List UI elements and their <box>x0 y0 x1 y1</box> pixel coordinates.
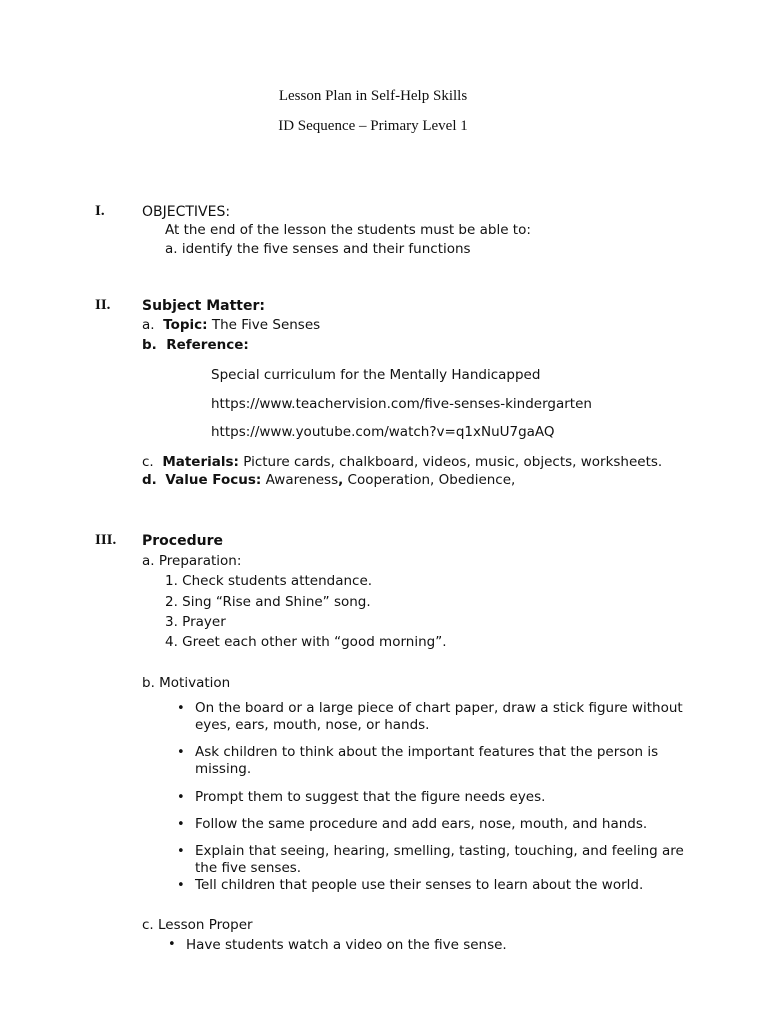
topic-line <box>142 317 320 333</box>
motivation-bullet: • Follow the same procedure and add ears, nose, mouth, and hands. <box>195 816 695 833</box>
value-focus-separator: , <box>338 472 344 488</box>
value-focus-value: Cooperation, Obedience, <box>343 472 516 488</box>
motivation-bullet: • Ask children to think about the important features that the person is missing. <box>195 744 695 778</box>
document-subtitle: ID Sequence – Primary Level 1 <box>278 118 468 134</box>
objective-item: a. identify the five senses and their functions <box>165 241 471 257</box>
preparation-item: 2. Sing “Rise and Shine” song. <box>165 594 371 610</box>
lesson-proper-label: c. Lesson Proper <box>142 917 253 933</box>
motivation-bullet: • Tell children that people use their senses to learn about the world. <box>195 877 695 894</box>
preparation-item: 1. Check students attendance. <box>165 573 373 589</box>
value-focus-value: Awareness <box>265 472 339 488</box>
motivation-bullet: • Prompt them to suggest that the figure needs eyes. <box>195 789 695 806</box>
materials-line <box>142 454 662 470</box>
topic-marker: a. <box>142 317 155 333</box>
materials-marker: c. <box>142 454 154 470</box>
materials-value: Picture cards, chalkboard, videos, music, objects, worksheets. <box>243 454 663 470</box>
section-numeral-2: II. <box>95 297 111 313</box>
value-focus-label: Value Focus: <box>165 472 262 488</box>
topic-label: Topic: <box>163 317 208 333</box>
reference-marker: b. <box>142 337 157 353</box>
reference-line <box>142 337 249 353</box>
section-numeral-3: III. <box>95 532 117 548</box>
preparation-item: 4. Greet each other with “good morning”. <box>165 634 447 650</box>
objectives-heading: OBJECTIVES: <box>142 204 231 220</box>
procedure-heading: Procedure <box>142 533 223 549</box>
subject-matter-heading: Subject Matter: <box>142 298 265 314</box>
value-focus-marker: d. <box>142 472 157 488</box>
motivation-label: b. Motivation <box>142 675 231 691</box>
topic-value: The Five Senses <box>211 317 321 333</box>
materials-label: Materials: <box>162 454 239 470</box>
section-numeral-1: I. <box>95 203 105 219</box>
lesson-proper-bullet: • Have students watch a video on the five sense. <box>186 937 507 953</box>
reference-label: Reference: <box>166 337 249 353</box>
reference-entry: Special curriculum for the Mentally Handicapped <box>211 367 541 383</box>
document-title: Lesson Plan in Self-Help Skills <box>278 88 468 104</box>
objectives-intro: At the end of the lesson the students must be able to: <box>165 222 531 238</box>
reference-link[interactable]: https://www.teachervision.com/five-senses-kindergarten <box>211 396 592 412</box>
value-focus-line <box>142 472 515 488</box>
motivation-bullet: • Explain that seeing, hearing, smelling, tasting, touching, and feeling are the five senses. <box>195 843 695 877</box>
preparation-label: a. Preparation: <box>142 553 242 569</box>
reference-link[interactable]: https://www.youtube.com/watch?v=q1xNuU7gaAQ <box>211 424 555 440</box>
motivation-bullet: • On the board or a large piece of chart paper, draw a stick figure without eyes, ears, mouth, nose, or hands. <box>195 700 695 734</box>
preparation-item: 3. Prayer <box>165 614 226 630</box>
